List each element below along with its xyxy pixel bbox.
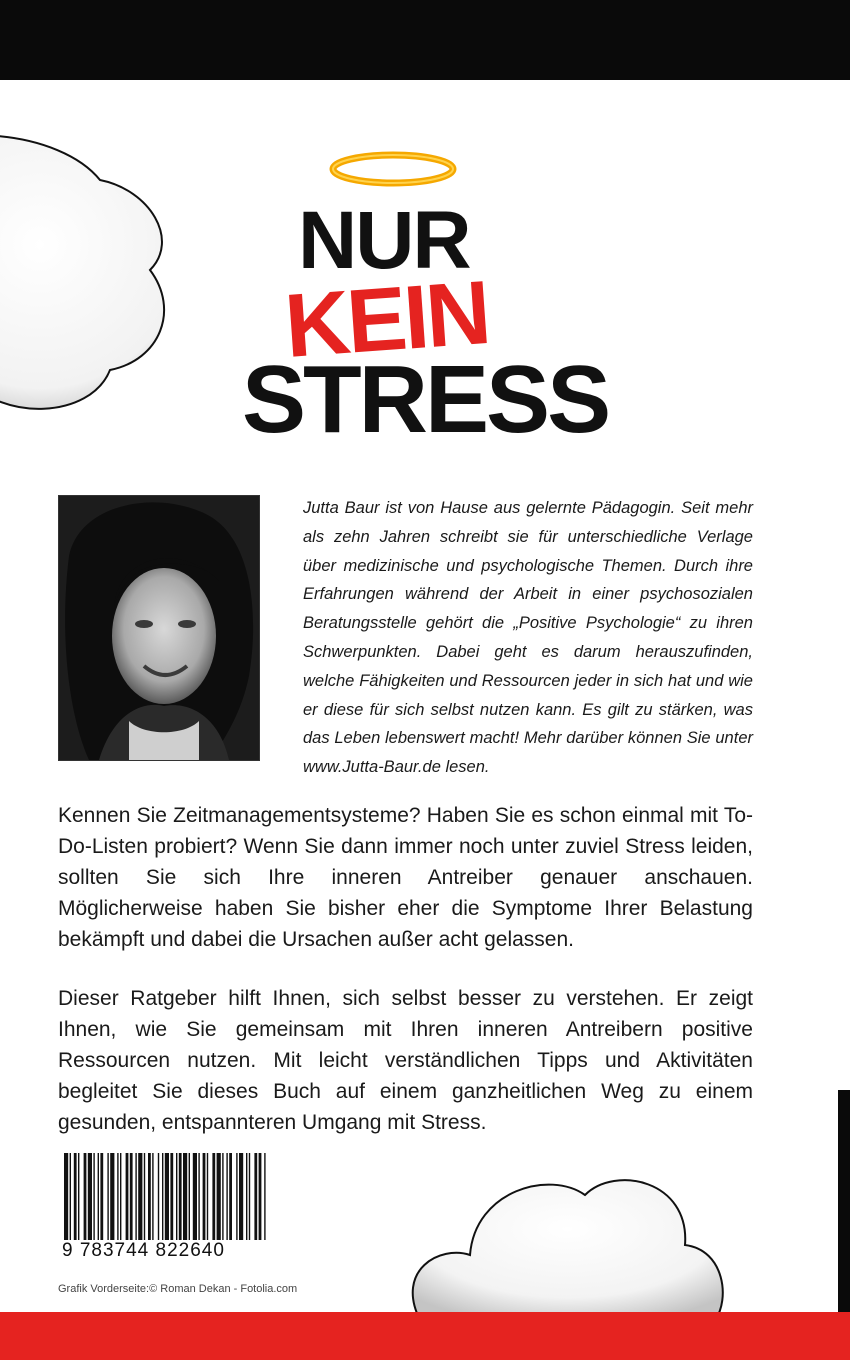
top-black-band xyxy=(0,0,850,80)
author-photo xyxy=(58,495,260,761)
title-line-nur: NUR xyxy=(298,195,470,286)
title-line-kein: KEIN xyxy=(281,263,492,377)
halo-icon xyxy=(328,150,458,188)
spine-edge xyxy=(838,1090,850,1312)
blurb-paragraph-1: Kennen Sie Zeitmanagementsysteme? Haben Sie es schon einmal mit To-Do-Listen probiert? Wenn Sie dann immer noch unter zuviel Stress leiden, sollten Sie sich Ihre inneren Antreiber genauer anschauen. Möglicherweise haben Sie bisher eher die Symptome Ihrer Belastung bekämpft und dabei die Ursachen außer acht gelassen. xyxy=(58,804,753,951)
cloud-illustration-left xyxy=(0,120,180,420)
cloud-illustration-bottom xyxy=(400,1150,730,1320)
isbn-number: 9 783744 822640 xyxy=(62,1240,268,1262)
author-bio: Jutta Baur ist von Hause aus gelernte Pädagogin. Seit mehr als zehn Jahren schreibt sie für unterschiedliche Verlage über medizinische und psychologische Themen. Durch ihre Erfahrungen während der Arbeit in einer psychosozialen Beratungsstelle gehört die „Positive Psychologie“ zu ihren Schwerpunkten. Dabei geht es darum herauszufinden, welche Fähigkeiten und Ressourcen jeder in sich hat und wie er diese für sich selbst nutzen kann. Es gilt zu stärken, was das Leben lebenswert macht! Mehr darüber können Sie unter www.Jutta-Baur.de lesen. xyxy=(303,499,753,777)
title-line-stress: STRESS xyxy=(242,346,609,453)
image-credit: Grafik Vorderseite:© Roman Dekan - Fotolia.com xyxy=(58,1283,298,1295)
blurb-paragraph-2: Dieser Ratgeber hilft Ihnen, sich selbst besser zu verstehen. Er zeigt Ihnen, wie Sie gemeinsam mit Ihren inneren Antreibern positive Ressourcen nutzen. Mit leicht verständlichen Tipps und Aktivitäten begleitet Sie dieses Buch auf einem ganzheitlichen Weg zu einem gesunden, entspannteren Umgang mit Stress. xyxy=(58,987,753,1134)
bottom-red-band xyxy=(0,1312,850,1360)
